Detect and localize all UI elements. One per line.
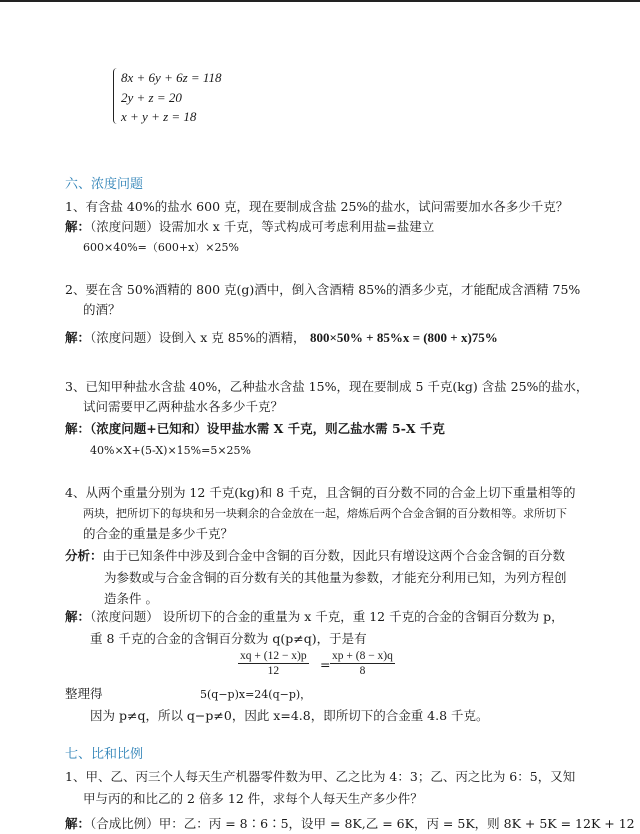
problem-3-solution [65, 421, 445, 437]
problem-2-question-line-1: 2、要在含 50%酒精的 800 克(g)酒中，倒入含酒精 85%的酒多少克，才能配成含酒精 75% [65, 282, 581, 297]
system-brace [113, 68, 120, 124]
fraction-left [238, 650, 309, 677]
solution-label: 解： [65, 330, 91, 345]
problem-2-solution [65, 330, 306, 346]
problem-4-question-line-1: 4、从两个重量分别为 12 千克(kg)和 8 千克，且含铜的百分数不同的合金上切下重量相等的 [65, 485, 576, 500]
problem-3-question-line-2: 试问需要甲乙两种盐水各多少千克？ [83, 399, 284, 414]
problem-1-question: 1、有含盐 40%的盐水 600 克，现在要制成含盐 25%的盐水，试问需要加水各多少千克？ [65, 199, 569, 214]
simplify-equation: 5(q−p)x=24(q−p)， [200, 688, 312, 701]
simplify-label: 整理得 [65, 686, 103, 701]
problem-1-solution [65, 219, 434, 235]
problem-4-analysis-line-1 [65, 548, 565, 564]
system-eq-2: 2y + z = 20 [121, 90, 182, 105]
fraction-right [330, 650, 395, 677]
ratio-problem-1-solution [65, 816, 635, 832]
problem-4-solution-line-1 [65, 609, 564, 625]
system-eq-3: x + y + z = 18 [121, 109, 197, 124]
analysis-label: 分析： [65, 548, 103, 563]
problem-4-solution-line-2: 重 8 千克的合金的含铜百分数为 q(p≠q)，于是有 [90, 631, 367, 646]
solution-text: （浓度问题） 设所切下的合金的重量为 x 千克，重 12 千克的合金的含铜百分数为 p， [90, 609, 564, 624]
solution-text: （浓度问题）设倒入 x 克 85%的酒精， [90, 330, 306, 345]
problem-1-equation: 600×40%=（600+x）×25% [83, 241, 239, 254]
ratio-problem-1-line-1: 1、甲、乙、丙三个人每天生产机器零件数为甲、乙之比为 4：3；乙、丙之比为 6：5，又知 [65, 769, 576, 784]
analysis-text: 由于已知条件中涉及到合金中含铜的百分数，因此只有增设这两个合金含铜的百分数 [102, 548, 566, 563]
problem-3-equation: 40%×X+(5-X)×15%=5×25% [90, 444, 251, 457]
solution-text: （合成比例）甲：乙：丙 = 8∶6∶5，设甲 = 8K,乙 = 6K，丙 = 5K，则 8K + 5K = 12K + 12 [90, 816, 635, 831]
section-7-title: 七、比和比例 [65, 747, 144, 762]
solution-label: 解： [65, 609, 91, 624]
fraction-left-denominator: 12 [267, 665, 280, 677]
problem-4-conclusion: 因为 p≠q，所以 q−p≠0，因此 x=4.8，即所切下的合金重 4.8 千克。 [90, 708, 489, 723]
problem-2-equation: 800×50% + 85%x = (800 + x)75% [310, 330, 498, 345]
solution-tag: （浓度问题+已知和）设甲盐水需 X 千克，则乙盐水需 5-X 千克 [90, 421, 445, 436]
fraction-left-numerator: xq + (12 − x)p [240, 650, 307, 662]
top-rule [0, 0, 640, 2]
problem-4-question-line-3: 的合金的重量是多少千克？ [83, 526, 234, 541]
solution-label: 解： [65, 816, 91, 831]
solution-text: （浓度问题）设需加水 x 千克，等式构成可考虑利用盐=盐建立 [90, 219, 435, 234]
solution-label: 解： [65, 421, 91, 436]
fraction-right-denominator: 8 [359, 665, 366, 677]
problem-4-question-line-2: 两块，把所切下的每块和另一块剩余的合金放在一起，熔炼后两个合金含铜的百分数相等。求所切下 [83, 507, 567, 520]
problem-4-analysis-line-2: 为参数或与合金含铜的百分数有关的其他量为参数，才能充分利用已知，为列方程创 [104, 570, 567, 585]
fraction-equals-sign: = [320, 657, 331, 672]
solution-label: 解： [65, 219, 91, 234]
ratio-problem-1-line-2: 甲与丙的和比乙的 2 倍多 12 件，求每个人每天生产多少件？ [83, 791, 423, 806]
problem-3-question-line-1: 3、已知甲种盐水含盐 40%，乙种盐水含盐 15%，现在要制成 5 千克(kg) 含盐 25%的盐水， [65, 379, 589, 394]
system-eq-1: 8x + 6y + 6z = 118 [121, 70, 222, 85]
fraction-right-numerator: xp + (8 − x)q [332, 650, 393, 662]
problem-4-analysis-line-3: 造条件 。 [104, 591, 158, 606]
problem-2-question-line-2: 的酒？ [83, 302, 121, 317]
section-6-title: 六、浓度问题 [65, 177, 144, 192]
